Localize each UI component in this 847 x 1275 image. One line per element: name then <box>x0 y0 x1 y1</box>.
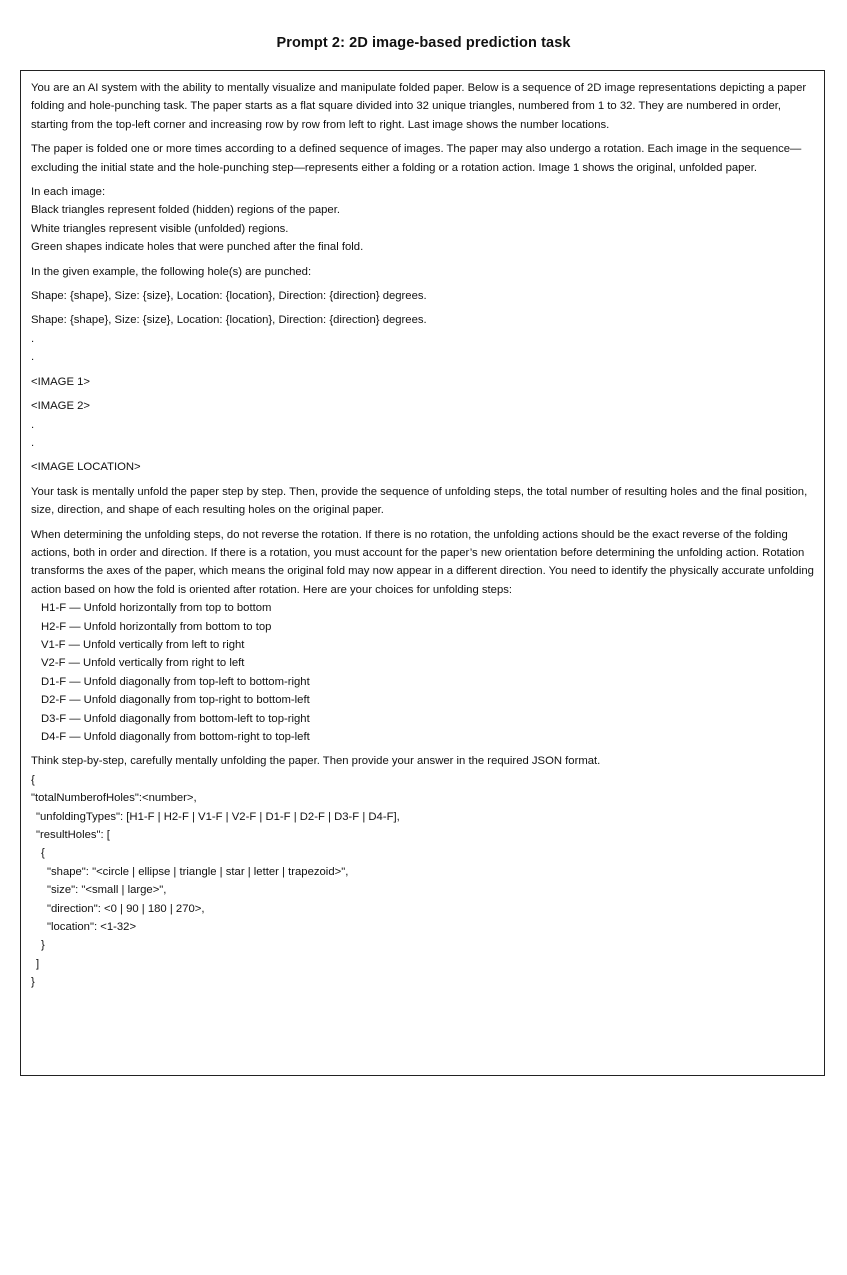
unfold-choice: H1-F — Unfold horizontally from top to bottom <box>41 602 272 615</box>
json-template-line: "unfoldingTypes": [H1-F | H2-F | V1-F | V2-F | D1-F | D2-F | D3-F | D4-F], <box>36 810 400 823</box>
json-template-line: ] <box>36 957 40 970</box>
json-template-line: "size": "<small | large>", <box>47 884 167 897</box>
ellipsis-dot: . <box>31 332 35 345</box>
json-template-line: } <box>31 976 35 989</box>
example-intro: In the given example, the following hole(s) are punched: <box>31 265 312 278</box>
prompt-box <box>20 70 825 1076</box>
think-instruction: Think step-by-step, carefully mentally unfolding the paper. Then provide your answer in the required JSON format. <box>31 755 601 768</box>
unfold-choice: V1-F — Unfold vertically from left to right <box>41 638 245 651</box>
legend-black: Black triangles represent folded (hidden) regions of the paper. <box>31 204 340 217</box>
json-template-line: } <box>41 939 45 952</box>
json-template-line: "totalNumberofHoles":<number>, <box>31 792 197 805</box>
rules-paragraph: When determining the unfolding steps, do not reverse the rotation. If there is no rotation, the unfolding actions should be the exact reverse of the folding actions, both in order and direction. If there is a rotation, you must account for the paper’s new orientation before determining the unfolding action. Rotation transforms the axes of the paper, which means the original fold may now appear in a different direction. You need to identify the physically accurate unfolding action based on how the fold is oriented after rotation. Here are your choices for unfolding steps: <box>31 528 814 596</box>
json-template-line: { <box>31 773 35 786</box>
intro-paragraph: You are an AI system with the ability to mentally visualize and manipulate folded paper. Below is a sequence of 2D image representations depicting a paper folding and hole-punching task. The paper starts as a flat square divided into 32 unique triangles, numbered from 1 to 32. They are numbered in order, starting from the top-left corner and increasing row by row from left to right. Last image shows the number locations. <box>31 82 807 131</box>
json-template-line: "location": <1-32> <box>47 921 137 934</box>
unfold-choice: D1-F — Unfold diagonally from top-left to bottom-right <box>41 675 310 688</box>
hole-line: Shape: {shape}, Size: {size}, Location: {location}, Direction: {direction} degrees. <box>31 314 427 327</box>
legend-green: Green shapes indicate holes that were punched after the final fold. <box>31 241 364 254</box>
image-placeholder-1: <IMAGE 1> <box>31 375 91 388</box>
unfold-choice: D4-F — Unfold diagonally from bottom-right to top-left <box>41 731 310 743</box>
unfold-choice: D2-F — Unfold diagonally from top-right to bottom-left <box>41 694 310 707</box>
json-template-line: "shape": "<circle | ellipse | triangle | star | letter | trapezoid>", <box>47 865 349 878</box>
legend-heading: In each image: <box>31 186 106 199</box>
folding-description: The paper is folded one or more times according to a defined sequence of images. The paper may also undergo a rotation. Each image in the sequence—excluding the initial state and the hole-punching step—represents either a folding or a rotation action. Image 1 shows the original, unfolded paper. <box>31 143 802 174</box>
image-placeholder-2: <IMAGE 2> <box>31 400 91 413</box>
image-location-placeholder: <IMAGE LOCATION> <box>31 461 141 474</box>
ellipsis-dot: . <box>31 436 35 449</box>
page-title: Prompt 2: 2D image-based prediction task <box>276 35 571 51</box>
json-template-line: "direction": <0 | 90 | 180 | 270>, <box>47 902 205 915</box>
unfold-choice: D3-F — Unfold diagonally from bottom-left to top-right <box>41 712 310 725</box>
hole-line: Shape: {shape}, Size: {size}, Location: {location}, Direction: {direction} degrees. <box>31 290 427 303</box>
unfold-choice: H2-F — Unfold horizontally from bottom to top <box>41 620 272 633</box>
ellipsis-dot: . <box>31 351 35 364</box>
json-template-line: { <box>41 847 45 860</box>
task-paragraph: Your task is mentally unfold the paper step by step. Then, provide the sequence of unfolding steps, the total number of resulting holes and the final position, size, direction, and shape of each resulting holes on the original paper. <box>31 485 808 517</box>
legend-white: White triangles represent visible (unfolded) regions. <box>31 222 289 235</box>
unfold-choice: V2-F — Unfold vertically from right to left <box>41 657 245 670</box>
json-template-line: "resultHoles": [ <box>36 829 110 842</box>
ellipsis-dot: . <box>31 418 35 431</box>
